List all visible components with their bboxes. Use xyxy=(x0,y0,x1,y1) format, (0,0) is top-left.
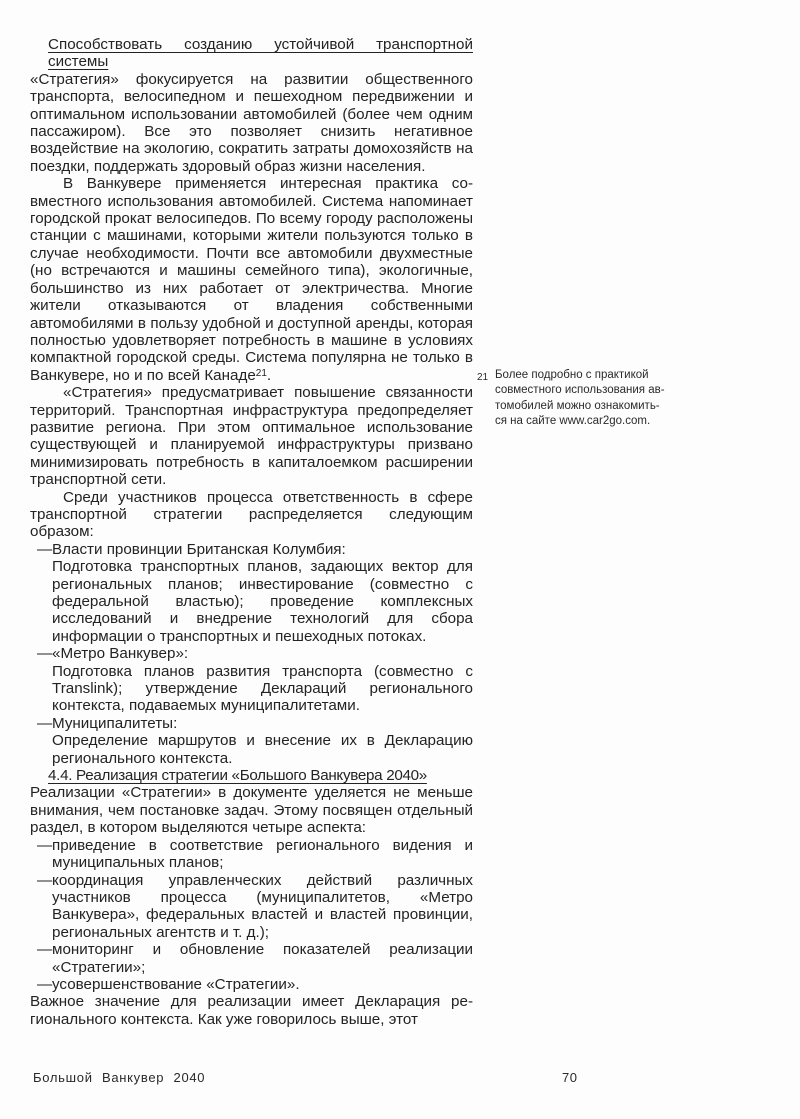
footnote-line: Более подробно с практикой xyxy=(495,369,649,381)
footnote-ref-21: 21 xyxy=(255,367,267,379)
paragraph-carsharing-text: В Ванкувере применяется интересная практика совместного использования автомобилей. Система напоминает городской прокат велосипедов. По всему городу расположены станции с машинами, которыми жители пользуются только в случае необходимости. Почти все автомобили двухместные (но встречаются и машины семейного типа), экологичные, большинство из них работает от электричества. Многие жители отказываются от владения собственными автомобилями в пользу удобной и доступной аренды, которая полностью удовлетворяет потребность в машине в условиях компактной городской среды. Система популярна не только в Ванкувере, но и по всей Канаде xyxy=(30,175,473,384)
list-dash: — xyxy=(37,941,53,959)
margin-footnote-21 xyxy=(477,368,687,429)
footnote-line: ся на сайте www.car2go.com. xyxy=(495,414,651,427)
list-item-province xyxy=(30,541,473,645)
list-dash: — xyxy=(37,540,53,558)
list-item-body: Подготовка планов развития транспорта (совместно с Translink); утверждение Деклараций регионального контекста, подаваемых муниципалитетами. xyxy=(52,662,473,715)
paragraph-strategy-focus: «Стратегия» фокусируется на развитии общественного транспорта, велосипедном и пешеходном передвижении и оптимальном использовании автомобилей (более чем одним пассажиром). Все это позволяет снизить негативное воздействие на экологию, сократить затраты домохозяйств на поездки, поддержать здоровый образ жизни населения. xyxy=(30,70,473,175)
list-item-title: «Метро Ванкувер»: xyxy=(52,645,189,663)
paragraph-participants: Среди участников процесса ответственность в сфере транспортной стратегии распределяется следующим образом: xyxy=(30,488,473,541)
paragraph-connectivity: «Стратегия» предусматривает повышение связанности территорий. Транспортная инфраструктура предопределяет развитие региона. При этом оптимальное использование существующей и планируемой инфраструктуры призвано минимизировать потребность в капиталоемком расширении транспортной сети. xyxy=(30,384,473,489)
paragraph-declaration: Важное значение для реализации имеет Декларация регионального контекста. Как уже говорилось выше, этот xyxy=(30,993,473,1028)
footnote-number: 21 xyxy=(477,371,489,383)
footer-page-number: 70 xyxy=(562,1070,578,1085)
list-dash: — xyxy=(37,714,53,732)
list-item-body: приведение в соответствие регионального видения и муниципальных планов; xyxy=(52,836,473,872)
list-dash: — xyxy=(37,645,53,663)
list-dash: — xyxy=(37,871,53,889)
list-item-title: Муниципалитеты: xyxy=(52,714,178,732)
list-item-aspect-coordination xyxy=(30,872,473,942)
list-item-body: усовершенствование «Стратегии». xyxy=(52,975,300,993)
list-item-title: Власти провинции Британская Колумбия: xyxy=(52,540,346,558)
main-text-column xyxy=(30,36,473,1028)
section-heading-4-4: 4.4. Реализация стратегии «Большого Ванкувера 2040» xyxy=(48,767,427,785)
list-item-aspect-alignment xyxy=(30,837,473,872)
list-dash: — xyxy=(37,836,53,854)
footnote-line: совместного использования ав- xyxy=(495,384,665,397)
list-item-body: Подготовка транспортных планов, задающих вектор для региональных планов; инвестирование (совместно с федеральной властью); проведение комплексных исследований и внедрение технологий для сбора информации о транспортных и пешеходных потоках. xyxy=(52,558,473,645)
list-item-aspect-improvement xyxy=(30,976,473,993)
paragraph-realization: Реализации «Стратегии» в документе уделяется не меньше внимания, чем постановке задач. Этому посвящен отдельный раздел, в котором выделяются четыре аспекта: xyxy=(30,784,473,837)
list-item-body: мониторинг и обновление показателей реализации «Стратегии»; xyxy=(52,941,473,976)
list-item-body: Определение маршрутов и внесение их в Декларацию регионального контекста. xyxy=(52,732,473,767)
list-item-municipalities xyxy=(30,715,473,767)
list-item-body: координация управленческих действий различных участников процесса (муниципалитетов, «Метро Ванкувера», федеральных властей и властей провинции, региональных агентств и т. д.); xyxy=(52,871,473,941)
list-dash: — xyxy=(37,975,53,993)
paragraph-carsharing xyxy=(30,175,473,384)
footnote-line: томобилей можно ознакомить- xyxy=(495,399,660,412)
list-item-metro-vancouver xyxy=(30,645,473,715)
footer-book-title: Большой Ванкувер 2040 xyxy=(33,1070,206,1085)
list-item-aspect-monitoring xyxy=(30,941,473,976)
footnote-text xyxy=(495,368,687,429)
paragraph-carsharing-tail: . xyxy=(266,366,272,384)
section-heading-transport-system: Способствовать созданию устойчивой транспортной системы xyxy=(48,36,473,71)
